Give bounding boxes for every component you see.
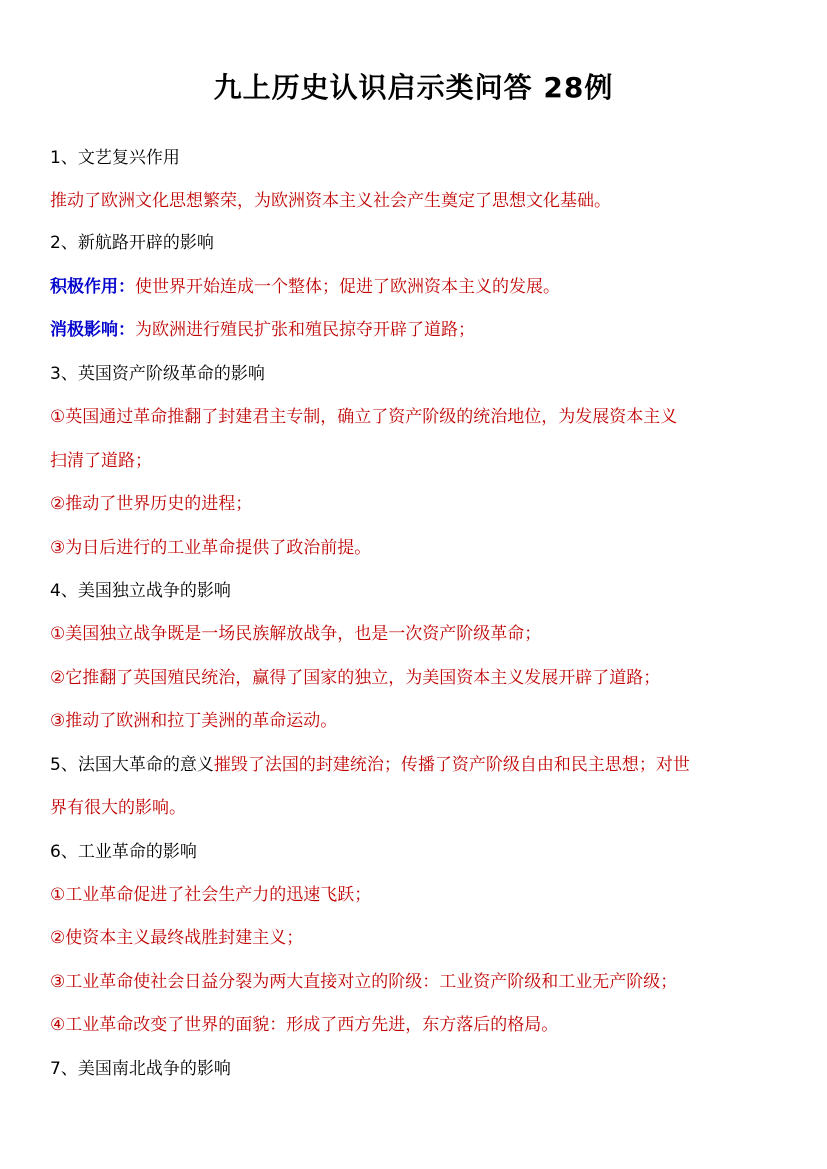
line-segment: 摧毁了法国的封建统治；传播了资产阶级自由和民主思想；对世 [213, 755, 690, 775]
q2-positive [50, 274, 780, 300]
q5-line2 [50, 795, 780, 821]
q6-point3 [50, 969, 780, 995]
q6-point4 [50, 1012, 780, 1038]
line-segment: ④工业革命改变了世界的面貌：形成了西方先进，东方落后的格局。 [50, 1015, 559, 1035]
q5-line1 [50, 752, 780, 778]
line-segment: 7、美国南北战争的影响 [50, 1059, 231, 1079]
heading-segment: 5、法国大革命的意义 [50, 755, 214, 775]
line-segment: ①美国独立战争既是一场民族解放战争，也是一次资产阶级革命； [50, 624, 542, 644]
line-segment: 4、美国独立战争的影响 [50, 581, 231, 601]
line-segment: 界有很大的影响。 [50, 798, 186, 818]
q1-answer [50, 188, 780, 214]
q4-point1 [50, 621, 780, 647]
q7-heading [50, 1056, 780, 1082]
line-segment: ③推动了欧洲和拉丁美洲的革命运动。 [50, 711, 338, 731]
line-segment: 推动了欧洲文化思想繁荣，为欧洲资本主义社会产生奠定了思想文化基础。 [50, 191, 611, 211]
q6-point2 [50, 925, 780, 951]
q3-point2 [50, 491, 780, 517]
q1-heading [50, 145, 780, 171]
q6-heading [50, 839, 780, 865]
line-segment: 为欧洲进行殖民扩张和殖民掠夺开辟了道路； [135, 320, 475, 340]
line-segment: ③为日后进行的工业革命提供了政治前提。 [50, 538, 372, 558]
q4-point2 [50, 665, 780, 691]
line-segment: ②它推翻了英国殖民统治，赢得了国家的独立，为美国资本主义发展开辟了道路； [50, 668, 661, 688]
label-segment: 积极作用： [50, 277, 135, 297]
q3-point3 [50, 535, 780, 561]
label-segment: 消极影响： [50, 320, 135, 340]
q3-heading [50, 361, 780, 387]
q4-heading [50, 578, 780, 604]
line-segment: ①英国通过革命推翻了封建君主专制，确立了资产阶级的统治地位，为发展资本主义 [50, 407, 678, 427]
q4-point3 [50, 708, 780, 734]
page-title: 九上历史认识启示类问答 28例 [213, 71, 614, 104]
q2-heading [50, 230, 780, 256]
line-segment: 使世界开始连成一个整体；促进了欧洲资本主义的发展。 [135, 277, 560, 297]
line-segment: 扫清了道路； [50, 451, 152, 471]
line-segment: 6、工业革命的影响 [50, 842, 197, 862]
q2-negative [50, 317, 780, 343]
q6-point1 [50, 882, 780, 908]
line-segment: 3、英国资产阶级革命的影响 [50, 364, 265, 384]
line-segment: 2、新航路开辟的影响 [50, 233, 214, 253]
q3-point1a [50, 404, 780, 430]
line-segment: ②推动了世界历史的进程； [50, 494, 253, 514]
line-segment: ③工业革命使社会日益分裂为两大直接对立的阶级：工业资产阶级和工业无产阶级； [50, 972, 678, 992]
line-segment: ①工业革命促进了社会生产力的迅速飞跃； [50, 885, 372, 905]
q3-point1b [50, 448, 780, 474]
line-segment: 1、文艺复兴作用 [50, 148, 180, 168]
line-segment: ②使资本主义最终战胜封建主义； [50, 928, 304, 948]
